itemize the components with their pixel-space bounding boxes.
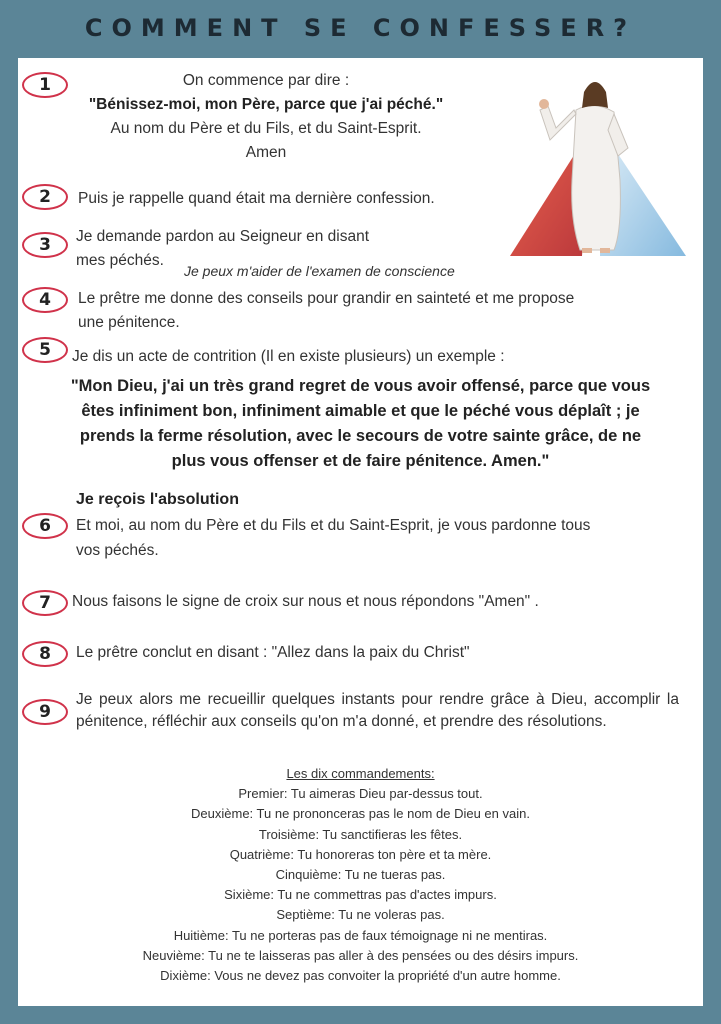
step-number-2: 2 [22, 184, 68, 210]
intro-block [56, 69, 476, 165]
step-2-text: Puis je rappelle quand était ma dernière confession. [78, 190, 435, 207]
commandment-item: Cinquième: Tu ne tueras pas. [275, 867, 446, 883]
commandment-item: Deuxième: Tu ne prononceras pas le nom de Dieu en vain. [191, 806, 530, 822]
step-9-text: Je peux alors me recueillir quelques instants pour rendre grâce à Dieu, accomplir la pénitence, réfléchir aux conseils qu'on m'a donné, et prendre des résolutions. [76, 691, 679, 730]
absolution-heading: Je reçois l'absolution [76, 491, 239, 508]
step-8-text: Le prêtre conclut en disant : "Allez dans la paix du Christ" [76, 644, 470, 661]
step-5-text: Je dis un acte de contrition (Il en existe plusieurs) un exemple : [72, 348, 505, 365]
step-number-4: 4 [22, 287, 68, 313]
prayer-line-4: plus vous offenser et de faire pénitence. Amen." [171, 452, 550, 470]
step-4-line-1: Le prêtre me donne des conseils pour grandir en sainteté et me propose [78, 290, 575, 307]
commandment-item: Quatrième: Tu honoreras ton père et ta mère. [229, 846, 492, 862]
step-number-7: 7 [22, 590, 68, 616]
prayer-line-1: "Mon Dieu, j'ai un très grand regret de vous avoir offensé, parce que vous [70, 377, 651, 395]
commandment-item: Huitième: Tu ne porteras pas de faux témoignage ni ne mentiras. [173, 927, 548, 943]
step-number-3: 3 [22, 232, 68, 258]
step-number-9: 9 [22, 699, 68, 725]
step-number-8: 8 [22, 641, 68, 667]
intro-line-4: Amen [245, 144, 287, 161]
commandment-item: Premier: Tu aimeras Dieu par-dessus tout. [238, 786, 483, 802]
step-3-line-1: Je demande pardon au Seigneur en disant [76, 228, 369, 245]
step-number-6: 6 [22, 513, 68, 539]
commandment-item: Dixième: Vous ne devez pas convoiter la propriété d'un autre homme. [160, 968, 561, 984]
commandments-list [18, 764, 703, 986]
intro-line-1: On commence par dire : [182, 72, 350, 89]
step-7-text: Nous faisons le signe de croix sur nous et nous répondons "Amen" . [72, 593, 539, 610]
intro-line-3: Au nom du Père et du Fils, et du Saint-Esprit. [110, 120, 422, 137]
intro-line-2: "Bénissez-moi, mon Père, parce que j'ai péché." [88, 96, 444, 113]
step-3-line-2: mes péchés. [76, 252, 164, 269]
step-6-line-1: Et moi, au nom du Père et du Fils et du Saint-Esprit, je vous pardonne tous [76, 517, 591, 534]
commandment-item: Sixième: Tu ne commettras pas d'actes impurs. [224, 887, 497, 903]
step-6-line-2: vos péchés. [76, 542, 159, 559]
commandments-heading: Les dix commandements: [286, 766, 435, 781]
page-title: COMMENT SE CONFESSER? [84, 14, 637, 42]
step-4-line-2: une pénitence. [78, 314, 180, 331]
divine-mercy-image [510, 70, 686, 256]
prayer-line-2: êtes infiniment bon, infiniment aimable et que le péché vous déplaît ; je [81, 402, 640, 420]
contrition-prayer [18, 374, 703, 474]
prayer-line-3: prends la ferme résolution, avec le secours de votre sainte grâce, de ne [79, 427, 642, 445]
step-number-1: 1 [22, 72, 68, 98]
step-number-5: 5 [22, 337, 68, 363]
commandment-item: Neuvième: Tu ne te laisseras pas aller à des pensées ou des désirs impurs. [142, 947, 579, 963]
step-3-hint: Je peux m'aider de l'examen de conscience [184, 263, 455, 279]
commandment-item: Troisième: Tu sanctifieras les fêtes. [258, 826, 463, 842]
commandment-item: Septième: Tu ne voleras pas. [276, 907, 445, 923]
